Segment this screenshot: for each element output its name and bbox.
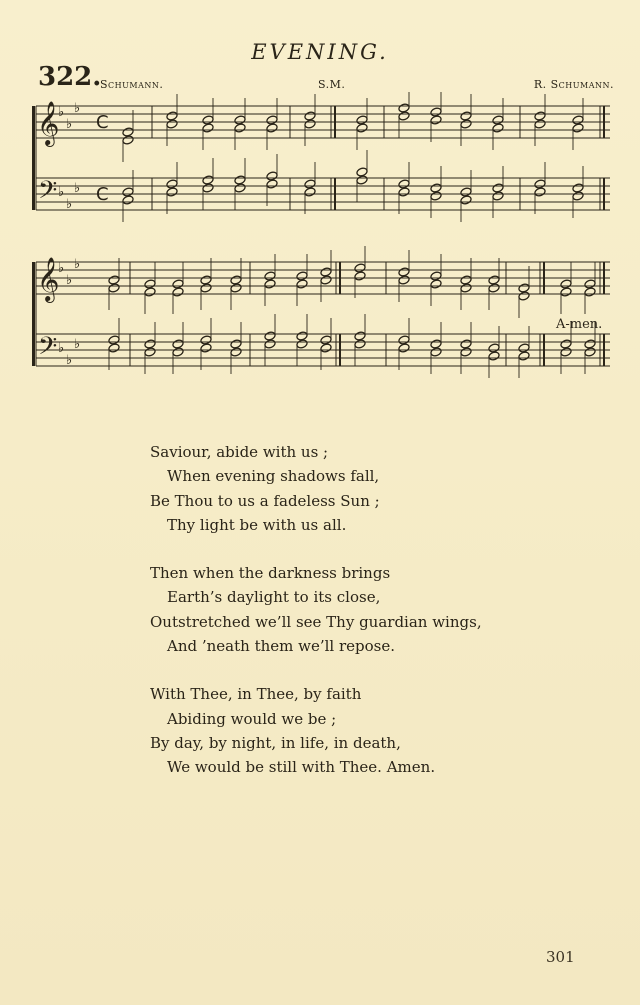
note: [518, 283, 530, 293]
note: [320, 335, 332, 345]
note: [398, 335, 410, 345]
note: [488, 275, 500, 285]
note: [172, 347, 184, 357]
note: [304, 179, 316, 189]
flat-sign: ♭: [58, 185, 65, 200]
music-score: [0, 92, 640, 392]
note: [296, 339, 308, 349]
note: [354, 263, 366, 273]
note: [560, 339, 572, 349]
note: [230, 275, 242, 285]
verse-line: Abiding would we be ;: [167, 709, 337, 728]
note: [264, 271, 276, 281]
note: [264, 339, 276, 349]
note: [356, 167, 368, 177]
note: [202, 183, 214, 193]
note: [534, 111, 546, 121]
note: [108, 343, 120, 353]
flat-sign: ♭: [66, 197, 73, 212]
treble-clef: 𝄞: [37, 101, 60, 145]
amen-label: A-men.: [556, 317, 603, 332]
note: [230, 283, 242, 293]
flat-sign: ♭: [74, 181, 81, 196]
note: [266, 115, 278, 125]
note: [234, 123, 246, 133]
bass-clef: 𝄢: [38, 176, 58, 211]
note: [430, 339, 442, 349]
stanza-1: [150, 440, 482, 537]
flat-sign: ♭: [74, 257, 81, 272]
flat-sign: ♭: [66, 117, 73, 132]
system-brace: [32, 106, 35, 210]
verse-line: Earth’s daylight to its close,: [167, 588, 381, 607]
verse-line: We would be still with Thee. Amen.: [167, 758, 436, 777]
note: [460, 195, 472, 205]
note: [518, 351, 530, 361]
note: [430, 183, 442, 193]
note: [200, 343, 212, 353]
note: [266, 171, 278, 181]
note: [172, 339, 184, 349]
note: [534, 179, 546, 189]
note: [584, 339, 596, 349]
note: [122, 135, 134, 145]
note: [166, 119, 178, 129]
note: [122, 127, 134, 137]
note: [202, 115, 214, 125]
note: [398, 267, 410, 277]
note: [108, 275, 120, 285]
note: [572, 123, 584, 133]
note: [354, 331, 366, 341]
note: [166, 187, 178, 197]
note: [488, 343, 500, 353]
note: [398, 275, 410, 285]
note: [296, 279, 308, 289]
note: [304, 111, 316, 121]
note: [234, 183, 246, 193]
composer: R. Schumann.: [533, 78, 614, 91]
note: [518, 343, 530, 353]
stanza-3: [150, 682, 482, 779]
note: [108, 283, 120, 293]
note: [202, 123, 214, 133]
note: [492, 191, 504, 201]
hymn-number: 322.: [38, 62, 102, 92]
note: [304, 119, 316, 129]
verse-line: When evening shadows fall,: [167, 467, 380, 486]
note: [296, 271, 308, 281]
note: [460, 187, 472, 197]
note: [264, 331, 276, 341]
note: [398, 111, 410, 121]
hymn-text: [150, 440, 482, 804]
flat-sign: ♭: [74, 101, 81, 116]
note: [200, 335, 212, 345]
note: [492, 115, 504, 125]
flat-sign: ♭: [58, 105, 65, 120]
note: [354, 339, 366, 349]
flat-sign: ♭: [74, 337, 81, 352]
note: [492, 123, 504, 133]
tune-name: Schumann.: [100, 78, 164, 91]
note: [200, 275, 212, 285]
note: [172, 279, 184, 289]
bass-clef: 𝄢: [38, 332, 58, 367]
note: [304, 187, 316, 197]
stanza-2: [150, 561, 482, 658]
time-signature: C: [96, 184, 109, 205]
verse-line: And ’neath them we’ll repose.: [167, 637, 395, 656]
note: [430, 115, 442, 125]
note: [430, 271, 442, 281]
note: [144, 347, 156, 357]
flat-sign: ♭: [58, 341, 65, 356]
note: [296, 331, 308, 341]
note: [266, 123, 278, 133]
flat-sign: ♭: [58, 261, 65, 276]
page-number: 301: [546, 948, 575, 966]
note: [460, 347, 472, 357]
note: [234, 115, 246, 125]
note: [398, 103, 410, 113]
verse-line: Then when the darkness brings: [150, 564, 391, 583]
note: [398, 343, 410, 353]
note: [460, 111, 472, 121]
note: [460, 119, 472, 129]
note: [560, 347, 572, 357]
note: [230, 339, 242, 349]
note: [430, 191, 442, 201]
verse-line: Saviour, abide with us ;: [150, 443, 329, 461]
note: [460, 275, 472, 285]
note: [266, 179, 278, 189]
note: [108, 335, 120, 345]
note: [354, 271, 366, 281]
verse-line: With Thee, in Thee, by faith: [150, 685, 362, 704]
note: [320, 275, 332, 285]
note: [572, 115, 584, 125]
score-system-2: [32, 246, 610, 378]
note: [172, 287, 184, 297]
note: [584, 287, 596, 297]
flat-sign: ♭: [66, 353, 73, 368]
note: [560, 279, 572, 289]
note: [584, 279, 596, 289]
note: [460, 283, 472, 293]
verse-line: Be Thou to us a fadeless Sun ;: [150, 491, 380, 510]
note: [166, 111, 178, 121]
note: [430, 107, 442, 117]
note: [560, 287, 572, 297]
verse-line: Outstretched we’ll see Thy guardian wings,: [150, 612, 482, 631]
flat-sign: ♭: [66, 273, 73, 288]
note: [230, 347, 242, 357]
note: [320, 267, 332, 277]
note: [534, 187, 546, 197]
score-system-1: [32, 92, 610, 222]
note: [166, 179, 178, 189]
note: [534, 119, 546, 129]
note: [122, 187, 134, 197]
note: [320, 343, 332, 353]
note: [144, 339, 156, 349]
note: [264, 279, 276, 289]
note: [234, 175, 246, 185]
treble-clef: 𝄞: [37, 257, 60, 301]
note: [356, 115, 368, 125]
note: [492, 183, 504, 193]
section-title: EVENING.: [251, 40, 389, 64]
note: [518, 291, 530, 301]
verse-line: Thy light be with us all.: [167, 515, 347, 534]
note: [144, 279, 156, 289]
time-signature: C: [96, 112, 109, 133]
note: [356, 123, 368, 133]
note: [122, 195, 134, 205]
note: [202, 175, 214, 185]
note: [460, 339, 472, 349]
note: [356, 175, 368, 185]
note: [430, 347, 442, 357]
verse-line: By day, by night, in life, in death,: [150, 733, 401, 752]
note: [144, 287, 156, 297]
note: [572, 191, 584, 201]
note: [200, 283, 212, 293]
note: [430, 279, 442, 289]
note: [398, 187, 410, 197]
meter: S.M.: [318, 78, 346, 91]
note: [398, 179, 410, 189]
note: [584, 347, 596, 357]
note: [488, 351, 500, 361]
note: [572, 183, 584, 193]
system-brace: [32, 262, 35, 366]
note: [488, 283, 500, 293]
